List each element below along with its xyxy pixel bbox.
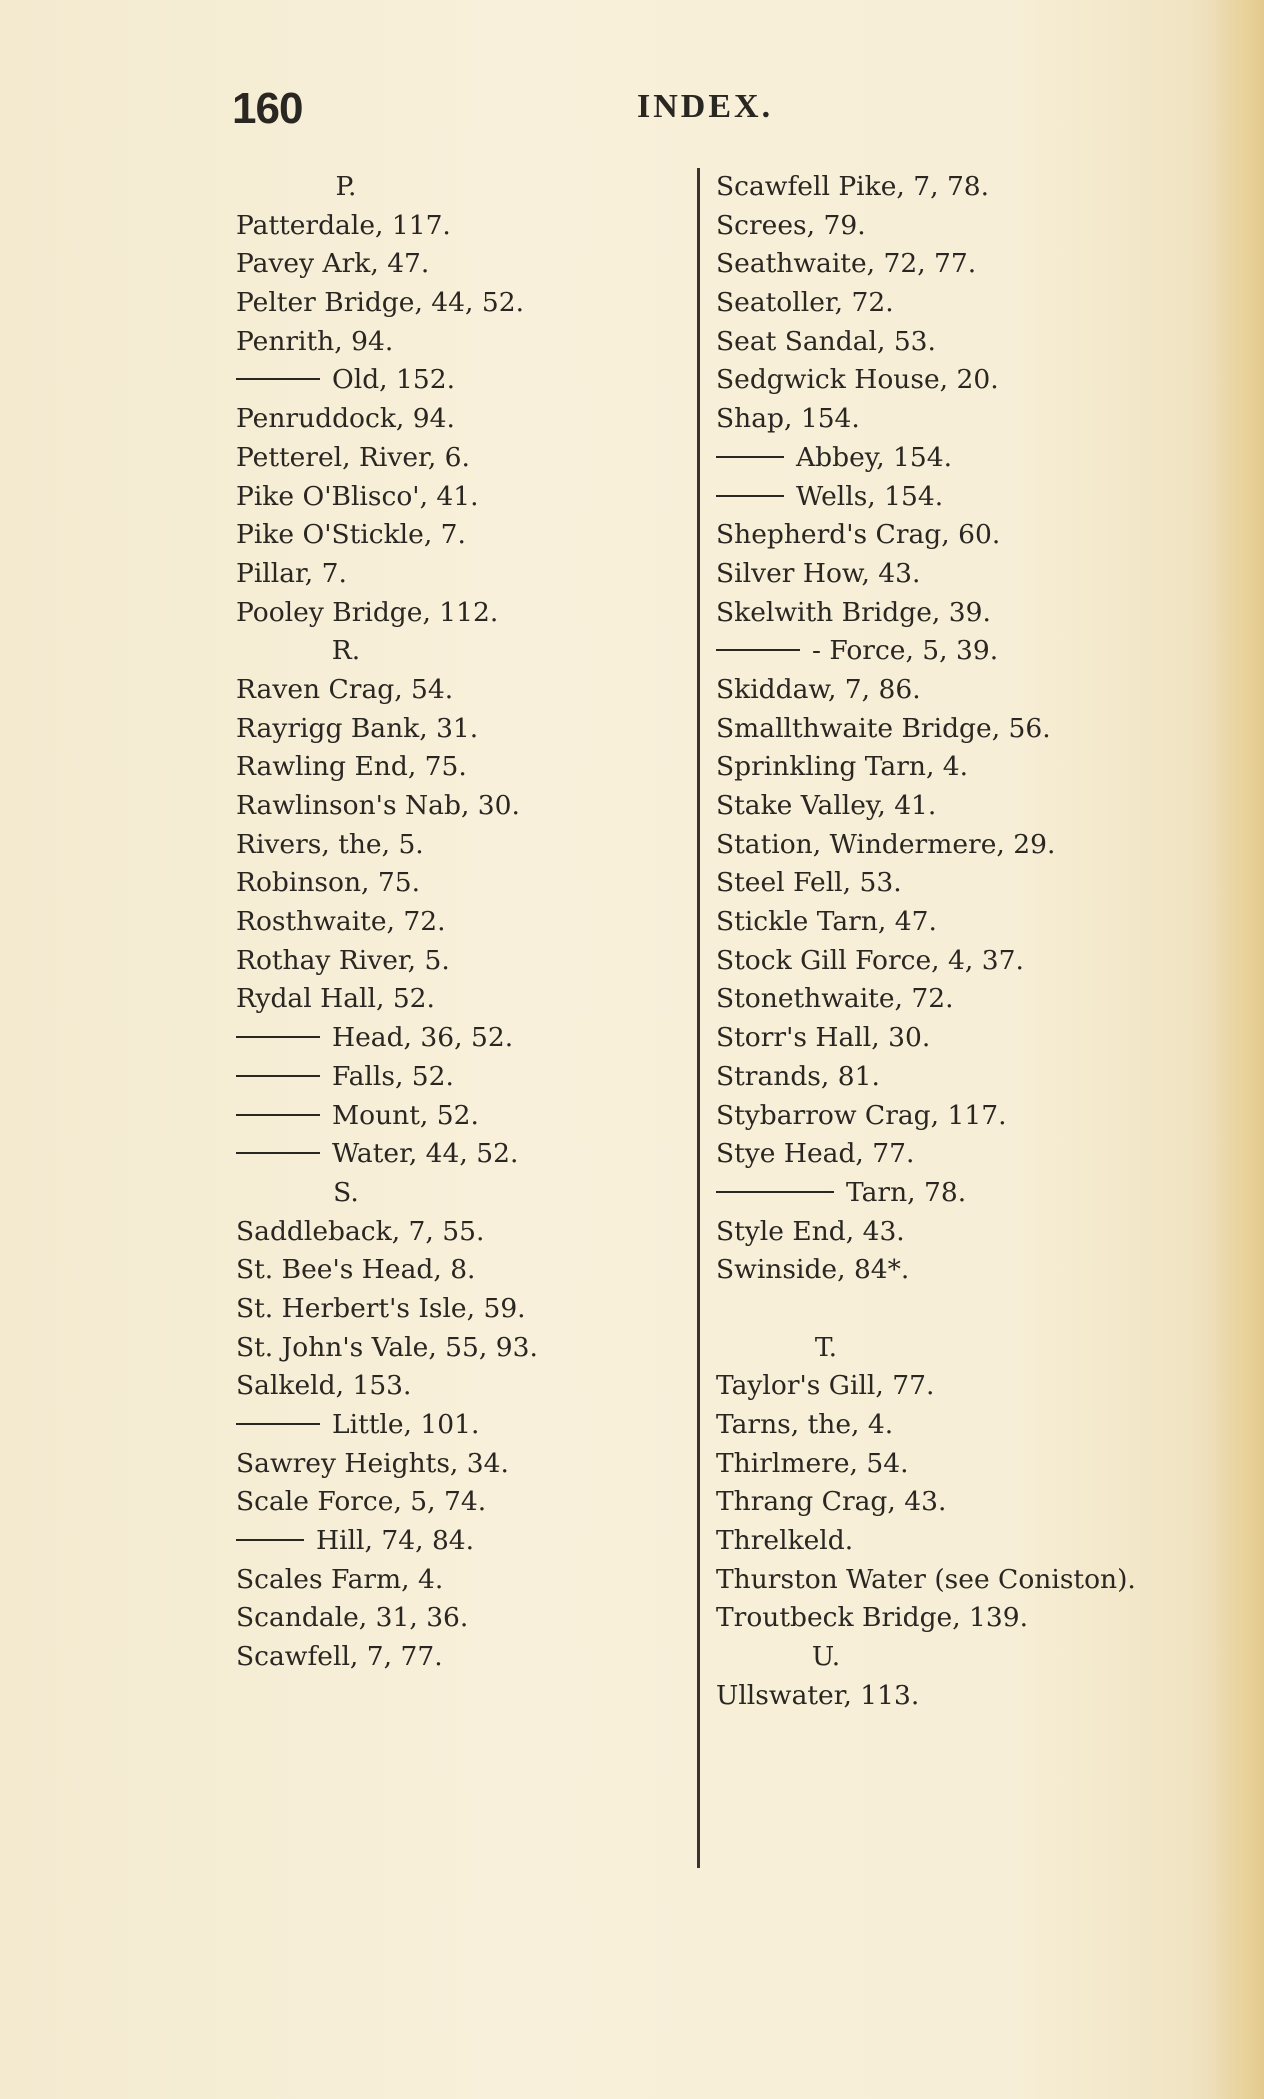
- left-column: [236, 168, 686, 1677]
- index-subentry-text: Mount, 52.: [332, 1099, 479, 1131]
- index-entry: Rothay River, 5.: [236, 944, 450, 976]
- right-column: [716, 168, 1186, 1716]
- index-entry: Petterel, River, 6.: [236, 441, 470, 473]
- index-entry: Rosthwaite, 72.: [236, 906, 446, 938]
- index-entry: Scandale, 31, 36.: [236, 1602, 469, 1634]
- index-entry: Pavey Ark, 47.: [236, 248, 430, 280]
- index-entry: Strands, 81.: [716, 1060, 880, 1092]
- index-entry: Thirlmere, 54.: [716, 1447, 909, 1479]
- index-subentry-text: Abbey, 154.: [796, 441, 953, 473]
- index-subentry: [236, 1135, 686, 1174]
- index-entry: Stye Head, 77.: [716, 1138, 915, 1170]
- index-entry: Penruddock, 94.: [236, 403, 455, 435]
- index-entry: Shap, 154.: [716, 403, 860, 435]
- index-entry: Troutbeck Bridge, 139.: [716, 1602, 1029, 1634]
- index-entry: Station, Windermere, 29.: [716, 828, 1056, 860]
- column-divider: [697, 168, 700, 1868]
- index-entry: Thurston Water (see Coniston).: [716, 1563, 1136, 1595]
- index-entry: Scawfell Pike, 7, 78.: [716, 171, 990, 202]
- index-entry: Pillar, 7.: [236, 557, 347, 589]
- index-entry: Pike O'Blisco', 41.: [236, 480, 479, 512]
- index-entry: Thrang Crag, 43.: [716, 1486, 947, 1518]
- index-entry: Sprinkling Tarn, 4.: [716, 751, 969, 783]
- index-entry: Rivers, the, 5.: [236, 828, 424, 860]
- index-entry: Threlkeld.: [716, 1525, 854, 1557]
- index-entry: Pelter Bridge, 44, 52.: [236, 287, 525, 319]
- index-subentry-text: Head, 36, 52.: [332, 1022, 514, 1054]
- section-letter: T.: [814, 1331, 838, 1363]
- index-entry: St. Herbert's Isle, 59.: [236, 1292, 526, 1324]
- index-entry: Seat Sandal, 53.: [716, 325, 936, 357]
- index-entry: Patterdale, 117.: [236, 209, 451, 241]
- index-entry: Skelwith Bridge, 39.: [716, 596, 991, 628]
- index-subentry-text: - Force, 5, 39.: [812, 635, 999, 667]
- index-subentry: [716, 632, 1186, 671]
- section-letter: R.: [331, 635, 361, 667]
- section-letter: P.: [335, 171, 357, 202]
- index-entry: Taylor's Gill, 77.: [716, 1370, 935, 1402]
- index-subentry-text: Falls, 52.: [332, 1060, 454, 1092]
- ditto-rule: [716, 649, 800, 651]
- ditto-rule: [236, 1152, 320, 1154]
- index-subentry: [716, 1174, 1186, 1213]
- page-number: 160: [232, 84, 303, 133]
- index-entry: Steel Fell, 53.: [716, 867, 902, 899]
- index-entry: Stonethwaite, 72.: [716, 983, 954, 1015]
- index-entry: Rawlinson's Nab, 30.: [236, 790, 520, 821]
- index-subentry: [236, 1522, 686, 1561]
- ditto-rule: [236, 1539, 304, 1541]
- index-subentry-text: Water, 44, 52.: [332, 1138, 519, 1170]
- index-subentry-text: Hill, 74, 84.: [316, 1525, 475, 1557]
- ditto-rule: [236, 1075, 320, 1077]
- index-entry: Robinson, 75.: [236, 867, 421, 899]
- section-letter: S.: [333, 1176, 359, 1208]
- page-edge-shading: [1214, 0, 1264, 2099]
- index-entry: Pooley Bridge, 112.: [236, 596, 499, 628]
- index-entry: St. John's Vale, 55, 93.: [236, 1331, 538, 1363]
- index-entry: Saddleback, 7, 55.: [236, 1215, 485, 1247]
- index-subentry-text: Old, 152.: [332, 364, 456, 396]
- index-entry: Stake Valley, 41.: [716, 790, 937, 821]
- index-entry: Salkeld, 153.: [236, 1370, 412, 1402]
- index-entry: Skiddaw, 7, 86.: [716, 673, 921, 705]
- blank-line: [716, 1290, 1186, 1329]
- index-subentry-text: Wells, 154.: [796, 480, 944, 512]
- index-entry: Stybarrow Crag, 117.: [716, 1099, 1007, 1131]
- index-subentry: [236, 1097, 686, 1136]
- index-entry: Seatoller, 72.: [716, 287, 894, 319]
- index-subentry: [716, 478, 1186, 517]
- index-subentry-text: Little, 101.: [332, 1409, 480, 1440]
- index-entry: Scale Force, 5, 74.: [236, 1486, 487, 1518]
- ditto-rule: [236, 1423, 320, 1425]
- index-subentry: [716, 439, 1186, 478]
- index-entry: Pike O'Stickle, 7.: [236, 519, 466, 551]
- index-entry: Ullswater, 113.: [716, 1679, 920, 1711]
- index-entry: Rayrigg Bank, 31.: [236, 712, 479, 744]
- index-entry: Stickle Tarn, 47.: [716, 906, 937, 938]
- ditto-rule: [716, 495, 784, 497]
- index-entry: Swinside, 84*.: [716, 1254, 910, 1286]
- ditto-rule: [236, 378, 320, 380]
- page-title: INDEX.: [637, 88, 774, 125]
- index-entry: St. Bee's Head, 8.: [236, 1254, 476, 1286]
- index-entry: Sedgwick House, 20.: [716, 364, 999, 396]
- ditto-rule: [236, 1114, 320, 1116]
- index-entry: Stock Gill Force, 4, 37.: [716, 944, 1024, 976]
- ditto-rule: [716, 1191, 834, 1193]
- index-entry: Storr's Hall, 30.: [716, 1022, 931, 1054]
- index-entry: Seathwaite, 72, 77.: [716, 248, 977, 280]
- index-subentry-text: Tarn, 78.: [846, 1176, 967, 1208]
- index-entry: Screes, 79.: [716, 209, 866, 241]
- index-subentry: [236, 1406, 686, 1445]
- section-letter: U.: [811, 1641, 841, 1673]
- index-entry: Penrith, 94.: [236, 325, 394, 357]
- index-entry: Scales Farm, 4.: [236, 1563, 444, 1595]
- index-entry: Smallthwaite Bridge, 56.: [716, 712, 1051, 744]
- ditto-rule: [236, 1036, 320, 1038]
- index-subentry: [236, 1058, 686, 1097]
- index-entry: Raven Crag, 54.: [236, 673, 454, 705]
- index-entry: Rydal Hall, 52.: [236, 983, 435, 1015]
- index-entry: Silver How, 43.: [716, 557, 921, 589]
- index-entry: Rawling End, 75.: [236, 751, 467, 783]
- index-entry: Scawfell, 7, 77.: [236, 1641, 443, 1673]
- index-subentry: [236, 1019, 686, 1058]
- index-subentry: [236, 361, 686, 400]
- ditto-rule: [716, 456, 784, 458]
- index-entry: Sawrey Heights, 34.: [236, 1447, 509, 1479]
- index-entry: Style End, 43.: [716, 1215, 905, 1247]
- index-entry: Tarns, the, 4.: [716, 1409, 894, 1440]
- index-entry: Shepherd's Crag, 60.: [716, 519, 1001, 551]
